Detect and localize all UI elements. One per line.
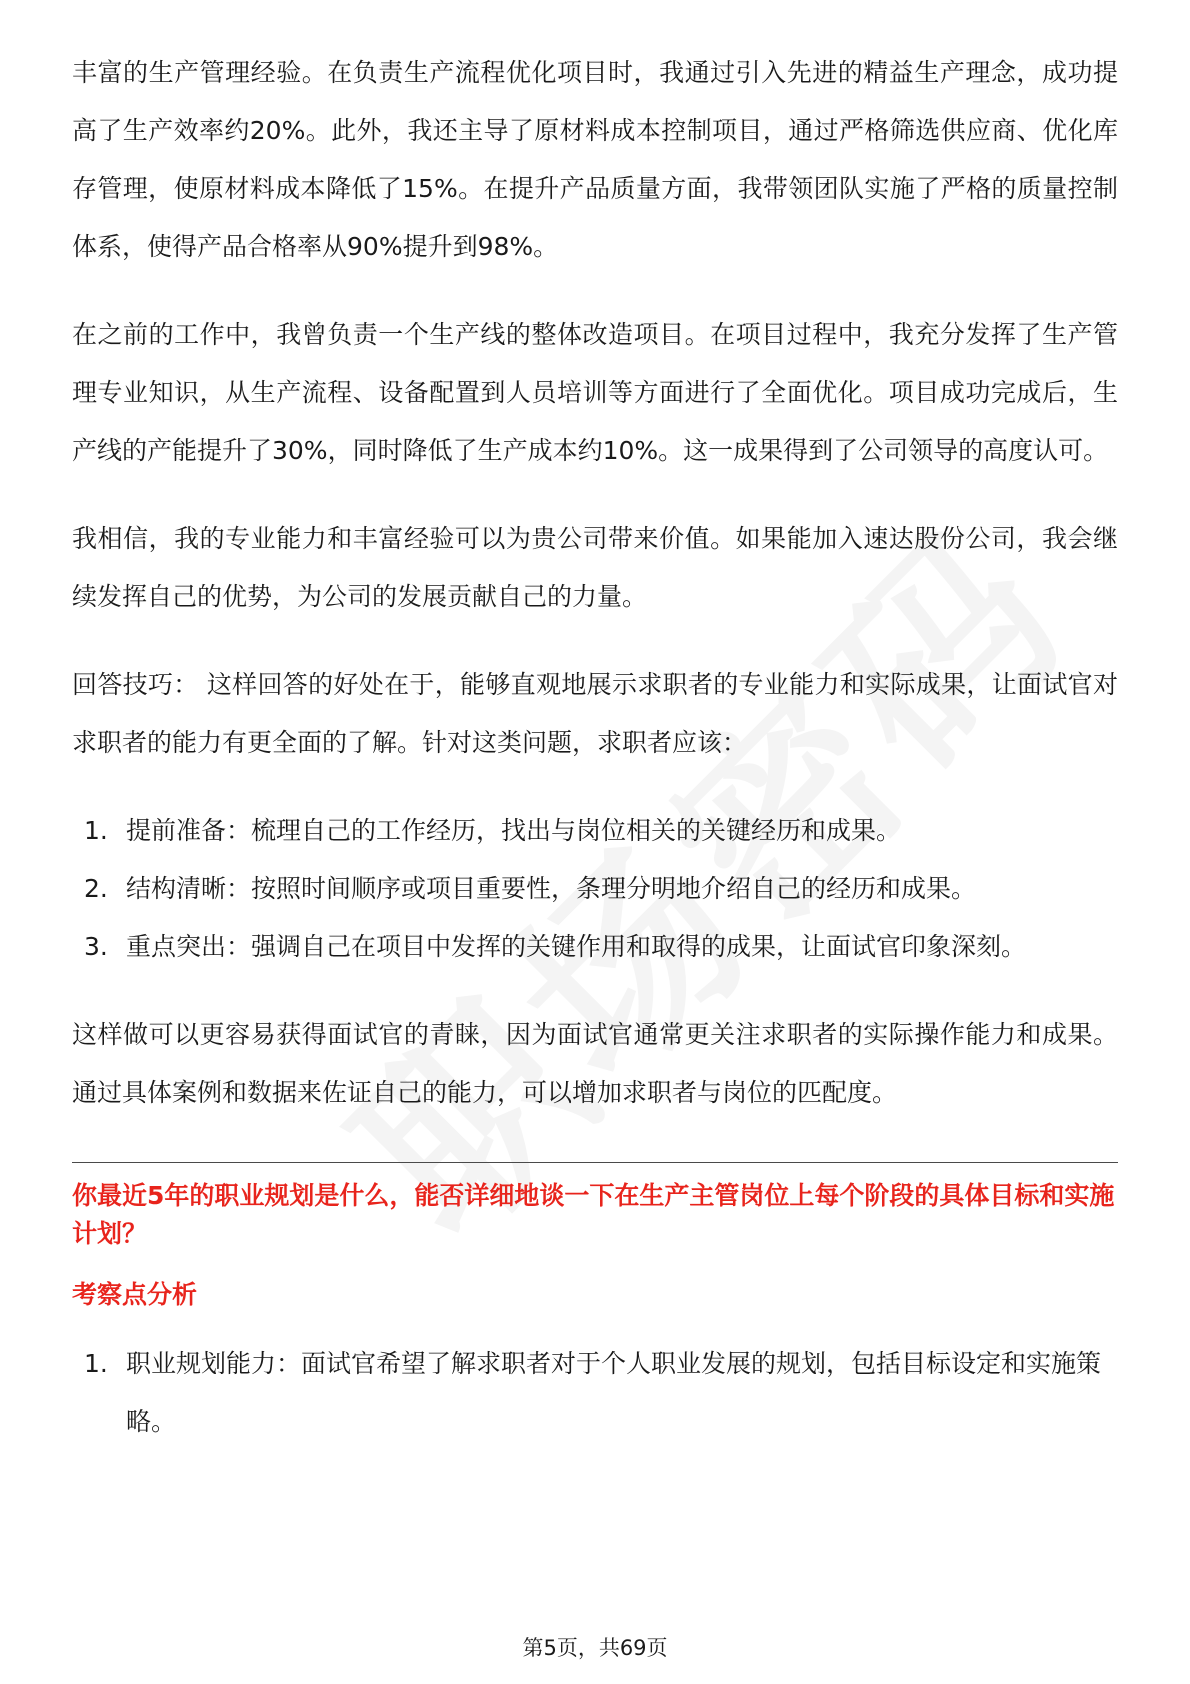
list-item-number: 1. — [84, 1349, 108, 1378]
paragraph-experience: 丰富的生产管理经验。在负责生产流程优化项目时，我通过引入先进的精益生产理念，成功提高了生产效率约20%。此外，我还主导了原材料成本控制项目，通过严格筛选供应商、优化库存管理，使原材料成本降低了15%。在提升产品质量方面，我带领团队实施了严格的质量控制体系，使得产品合格率从90%提升到98%。 — [72, 58, 1118, 261]
paragraph-closing: 这样做可以更容易获得面试官的青睐，因为面试官通常更关注求职者的实际操作能力和成果。通过具体案例和数据来佐证自己的能力，可以增加求职者与岗位的匹配度。 — [72, 1020, 1118, 1107]
list-item — [72, 802, 1118, 860]
list-item-text: 结构清晰：按照时间顺序或项目重要性，条理分明地介绍自己的经历和成果。 — [126, 874, 977, 903]
interview-question: 你最近5年的职业规划是什么，能否详细地谈一下在生产主管岗位上每个阶段的具体目标和实施计划？ — [72, 1181, 1115, 1248]
list-item-text: 提前准备：梳理自己的工作经历，找出与岗位相关的关键经历和成果。 — [126, 816, 902, 845]
list-item — [72, 860, 1118, 918]
paragraph-value: 我相信，我的专业能力和丰富经验可以为贵公司带来价值。如果能加入速达股份公司，我会继续发挥自己的优势，为公司的发展贡献自己的力量。 — [72, 524, 1118, 611]
list-item — [72, 1335, 1118, 1451]
list-item-number: 1. — [84, 816, 108, 845]
page-footer: 第5页，共69页 — [522, 1636, 668, 1660]
list-item — [72, 918, 1118, 976]
section-divider — [72, 1162, 1118, 1163]
analysis-heading: 考察点分析 — [72, 1280, 198, 1309]
list-item-text: 重点突出：强调自己在项目中发挥的关键作用和取得的成果，让面试官印象深刻。 — [126, 932, 1027, 961]
list-item-text: 职业规划能力：面试官希望了解求职者对于个人职业发展的规划，包括目标设定和实施策略。 — [126, 1349, 1102, 1436]
analysis-list — [72, 1335, 1118, 1451]
tips-list — [72, 802, 1118, 976]
paragraph-project: 在之前的工作中，我曾负责一个生产线的整体改造项目。在项目过程中，我充分发挥了生产管理专业知识，从生产流程、设备配置到人员培训等方面进行了全面优化。项目成功完成后，生产线的产能提升了30%，同时降低了生产成本约10%。这一成果得到了公司领导的高度认可。 — [72, 320, 1118, 465]
list-item-number: 2. — [84, 874, 108, 903]
page-content — [72, 44, 1118, 1481]
list-item-number: 3. — [84, 932, 108, 961]
paragraph-tips-intro: 回答技巧： 这样回答的好处在于，能够直观地展示求职者的专业能力和实际成果，让面试官对求职者的能力有更全面的了解。针对这类问题，求职者应该： — [72, 670, 1118, 757]
